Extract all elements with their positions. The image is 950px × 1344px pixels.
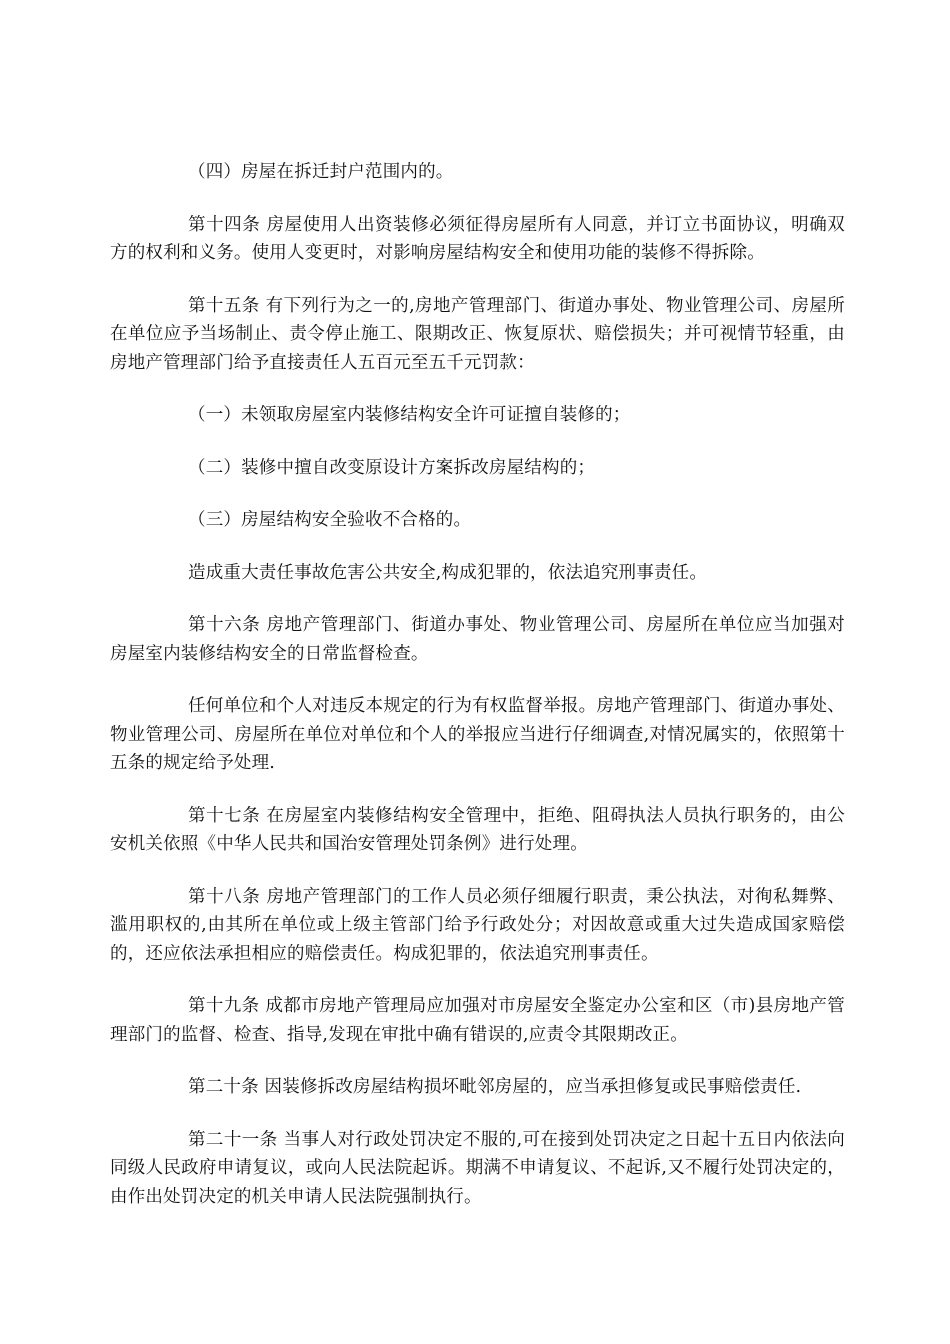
article-17-paragraph: 第十七条 在房屋室内装修结构安全管理中，拒绝、阻碍执法人员执行职务的，由公安机关依照《中华人民共和国治安管理处罚条例》进行处理。 [110, 805, 845, 854]
article-19-paragraph: 第十九条 成都市房地产管理局应加强对市房屋安全鉴定办公室和区（市)县房地产管理部门的监督、检查、指导,发现在审批中确有错误的,应责令其限期改正。 [110, 996, 845, 1045]
article-16-report-clause: 任何单位和个人对违反本规定的行为有权监督举报。房地产管理部门、街道办事处、物业管理公司、房屋所在单位对单位和个人的举报应当进行仔细调查,对情况属实的，依照第十五条的规定给予处理. [110, 696, 845, 773]
article-15-criminal-clause: 造成重大责任事故危害公共安全,构成犯罪的，依法追究刑事责任。 [188, 562, 708, 583]
article-15-item-1: （一）未领取房屋室内装修结构安全许可证擅自装修的； [188, 405, 631, 425]
article-16-paragraph: 第十六条 房地产管理部门、街道办事处、物业管理公司、房屋所在单位应当加强对房屋室内装修结构安全的日常监督检查。 [110, 615, 845, 664]
article-15-paragraph: 第十五条 有下列行为之一的,房地产管理部门、街道办事处、物业管理公司、房屋所在单位应予当场制止、责令停止施工、限期改正、恢复原状、赔偿损失；并可视情节轻重，由房地产管理部门给予直接责任人五百元至五千元罚款： [110, 295, 845, 373]
article-21-paragraph: 第二十一条 当事人对行政处罚决定不服的,可在接到处罚决定之日起十五日内依法向同级人民政府申请复议，或向人民法院起诉。期满不申请复议、不起诉,又不履行处罚决定的，由作出处罚决定的机关申请人民法院强制执行。 [110, 1129, 845, 1207]
article-15-item-2: （二）装修中擅自改变原设计方案拆改房屋结构的； [188, 457, 596, 478]
document-body [110, 158, 845, 1235]
paragraph-item-4: （四）房屋在拆迁封户范围内的。 [188, 162, 454, 182]
article-14-paragraph: 第十四条 房屋使用人出资装修必须征得房屋所有人同意，并订立书面协议，明确双方的权利和义务。使用人变更时，对影响房屋结构安全和使用功能的装修不得拆除。 [110, 214, 845, 263]
article-20-paragraph: 第二十条 因装修拆改房屋结构损坏毗邻房屋的，应当承担修复或民事赔偿责任. [188, 1077, 802, 1097]
article-18-paragraph: 第十八条 房地产管理部门的工作人员必须仔细履行职责，秉公执法，对徇私舞弊、滥用职权的,由其所在单位或上级主管部门给予行政处分；对因故意或重大过失造成国家赔偿的，还应依法承担相应的赔偿责任。构成犯罪的，依法追究刑事责任。 [110, 886, 845, 964]
article-15-item-3: （三）房屋结构安全验收不合格的。 [188, 510, 472, 530]
